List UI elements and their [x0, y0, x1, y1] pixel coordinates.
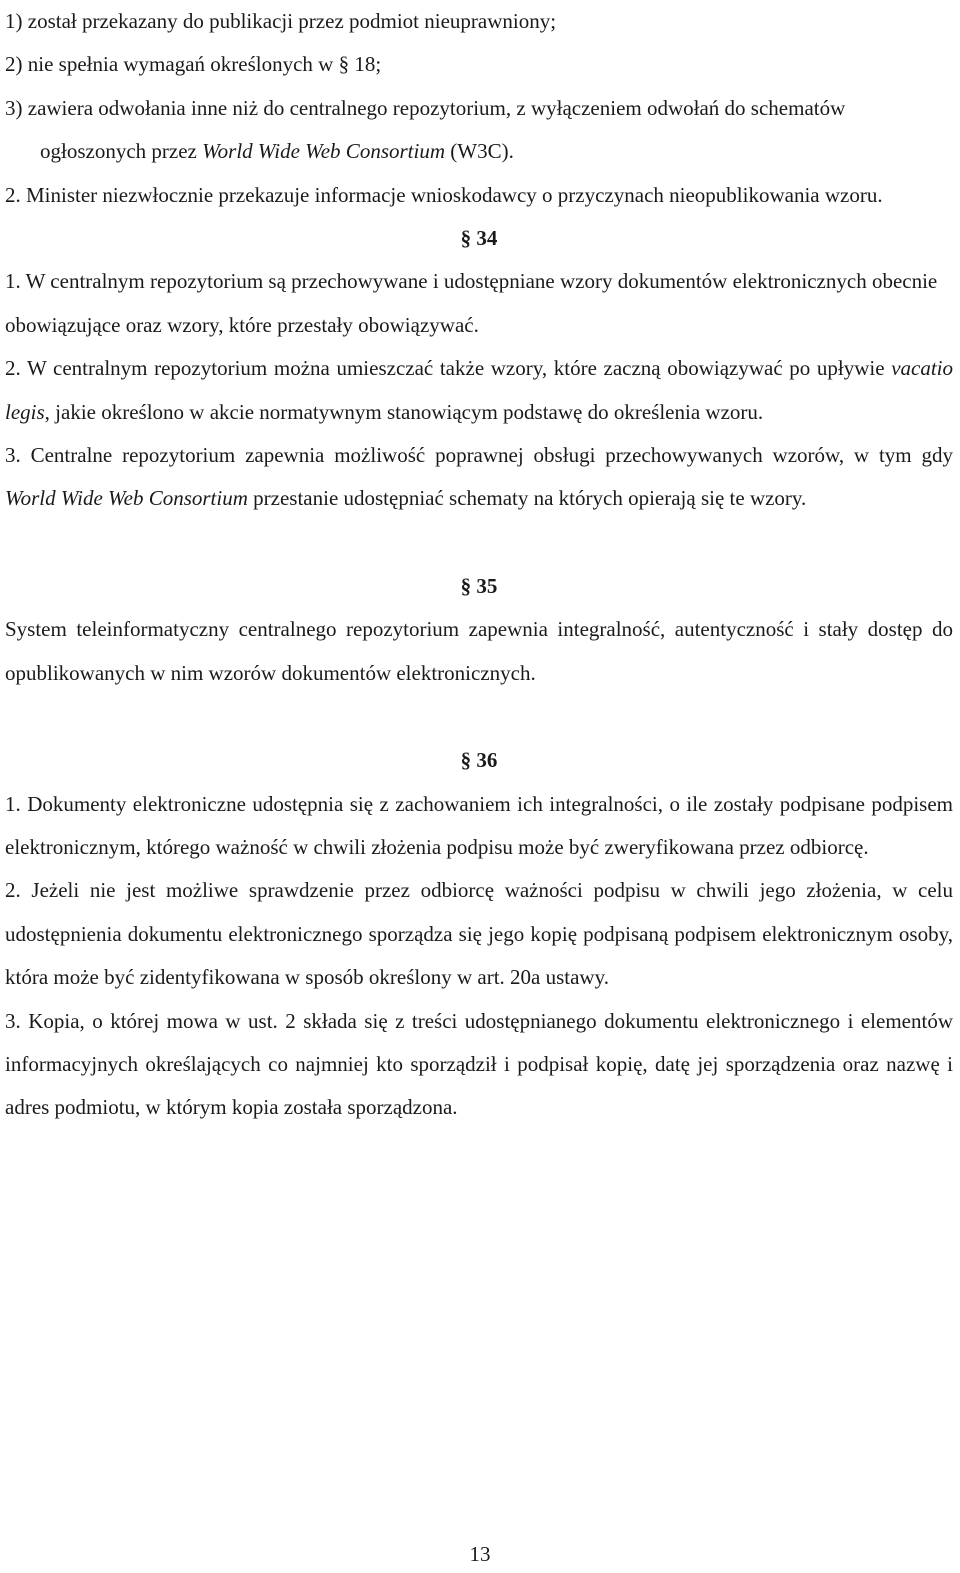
paragraph-36-1: 1. Dokumenty elektroniczne udostępnia się z zachowaniem ich integralności, o ile zostały podpisane podpisem elektronicznym, którego ważność w chwili złożenia podpisu może być zweryfikowana przez odbiorcę. [5, 791, 953, 859]
paragraph-34-3: 3. Centralne repozytorium zapewnia możliwość poprawnej obsługi przechowywanych wzorów, w tym gdy World Wide Web Consortium przestanie udostępniać schematy na których opierają się te wzory. [5, 443, 953, 511]
document-body [5, 0, 953, 1130]
list-item [5, 0, 953, 43]
paragraph-34-2: 2. W centralnym repozytorium można umieszczać także wzory, które zaczną obowiązywać po upływie vacatio legis, jakie określono w akcie normatywnym stanowiącym podstawę do określenia wzoru. [5, 356, 953, 424]
paragraph-36-3: 3. Kopia, o której mowa w ust. 2 składa się z treści udostępnianego dokumentu elektronicznego i elementów informacyjnych określających co najmniej kto sporządził i podpisał kopię, datę jej sporządzenia oraz nazwę i adres podmiotu, w którym kopia została sporządzona. [5, 1008, 953, 1120]
list-item-number: 1) [5, 9, 23, 33]
section-spacer [5, 695, 953, 739]
section-heading-35: § 35 [460, 573, 498, 598]
section-heading-34: § 34 [460, 226, 498, 251]
list-item [5, 43, 953, 86]
list-item-emphasis: World Wide Web Consortium [202, 139, 445, 164]
list-item-text: (W3C). [445, 139, 514, 164]
list-item-text: został przekazany do publikacji przez podmiot nieuprawniony; [27, 9, 557, 33]
section-heading-36: § 36 [460, 748, 498, 773]
paragraph-34-1: 1. W centralnym repozytorium są przechowywane i udostępniane wzory dokumentów elektronicznych obecnie obowiązujące oraz wzory, które przestały obowiązywać. [5, 269, 938, 337]
emphasis-w3c: World Wide Web Consortium [5, 486, 248, 511]
list-item-number: 2) [5, 52, 23, 77]
paragraph-35-1: System teleinformatyczny centralnego repozytorium zapewnia integralność, autentyczność i stały dostęp do opublikowanych w nim wzorów dokumentów elektronicznych. [5, 617, 953, 685]
emphasis-vacatio-legis: vacatio legis [5, 356, 953, 424]
list-item-text: zawiera odwołania inne niż do centralnego repozytorium, z wyłączeniem odwołań do schematów ogłoszonych przez [27, 95, 846, 164]
section-spacer [5, 521, 953, 565]
list-item-text: nie spełnia wymagań określonych w § 18; [27, 52, 382, 77]
paragraph-minister: 2. Minister niezwłocznie przekazuje informacje wnioskodawcy o przyczynach nieopublikowania wzoru. [5, 182, 883, 207]
page-number: 13 [469, 1542, 491, 1566]
list-item [5, 87, 953, 174]
paragraph-36-2: 2. Jeżeli nie jest możliwe sprawdzenie przez odbiorcę ważności podpisu w chwili jego złożenia, w celu udostępnienia dokumentu elektronicznego sporządza się jego kopię podpisaną podpisem elektronicznym osoby, która może być zidentyfikowana w sposób określony w art. 20a ustawy. [5, 878, 953, 990]
list-item-number: 3) [5, 95, 23, 120]
